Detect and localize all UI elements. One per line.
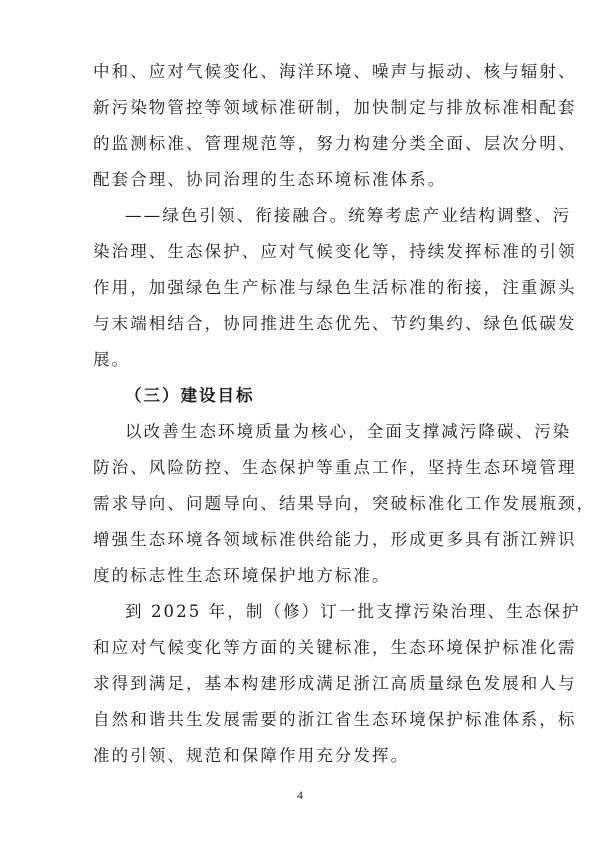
paragraph-4-line-4: 自然和谐共生发展需要的浙江省生态环境保护标准体系，标 [93,710,577,729]
paragraph-3-line-4: 增强生态环境各领域标准供给能力，形成更多具有浙江辨识 [93,530,577,549]
paragraph-4-line-2: 和应对气候变化等方面的关键标准，生态环境保护标准化需 [93,638,577,657]
paragraph-2-line-5: 展。 [93,350,131,369]
paragraph-2-line-3: 作用，加强绿色生产标准与绿色生活标准的衔接，注重源头 [93,278,577,297]
paragraph-4-line-5: 准的引领、规范和保障作用充分发挥。 [93,746,410,765]
paragraph-4-line-1: 到 2025 年，制（修）订一批支撑污染治理、生态保护 [125,602,581,621]
paragraph-2-line-4: 与末端相结合，协同推进生态优先、节约集约、绿色低碳发 [93,314,577,333]
paragraph-1-line-3: 的监测标准、管理规范等，努力构建分类全面、层次分明、 [93,134,577,153]
page-number: 4 [297,788,303,802]
paragraph-3-line-2: 防治、风险防控、生态保护等重点工作，坚持生态环境管理 [93,458,577,477]
paragraph-1-line-4: 配套合理、协同治理的生态环境标准体系。 [93,170,447,189]
paragraph-3-line-1: 以改善生态环境质量为核心，全面支撑减污降碳、污染 [125,422,572,441]
paragraph-2-line-1: ——绿色引领、衔接融合。统筹考虑产业结构调整、污 [125,206,572,225]
paragraph-2-line-2: 染治理、生态保护、应对气候变化等，持续发挥标准的引领 [93,242,577,261]
paragraph-3-line-3: 需求导向、问题导向、结果导向，突破标准化工作发展瓶颈， [93,494,596,513]
paragraph-1-line-2: 新污染物管控等领域标准研制，加快制定与排放标准相配套 [93,98,577,117]
paragraph-3-line-5: 度的标志性生态环境保护地方标准。 [93,566,391,585]
paragraph-4-line-3: 求得到满足，基本构建形成满足浙江高质量绿色发展和人与 [93,674,577,693]
section-heading-3: （三）建设目标 [125,386,255,405]
paragraph-1-line-1: 中和、应对气候变化、海洋环境、噪声与振动、核与辐射、 [93,62,577,81]
